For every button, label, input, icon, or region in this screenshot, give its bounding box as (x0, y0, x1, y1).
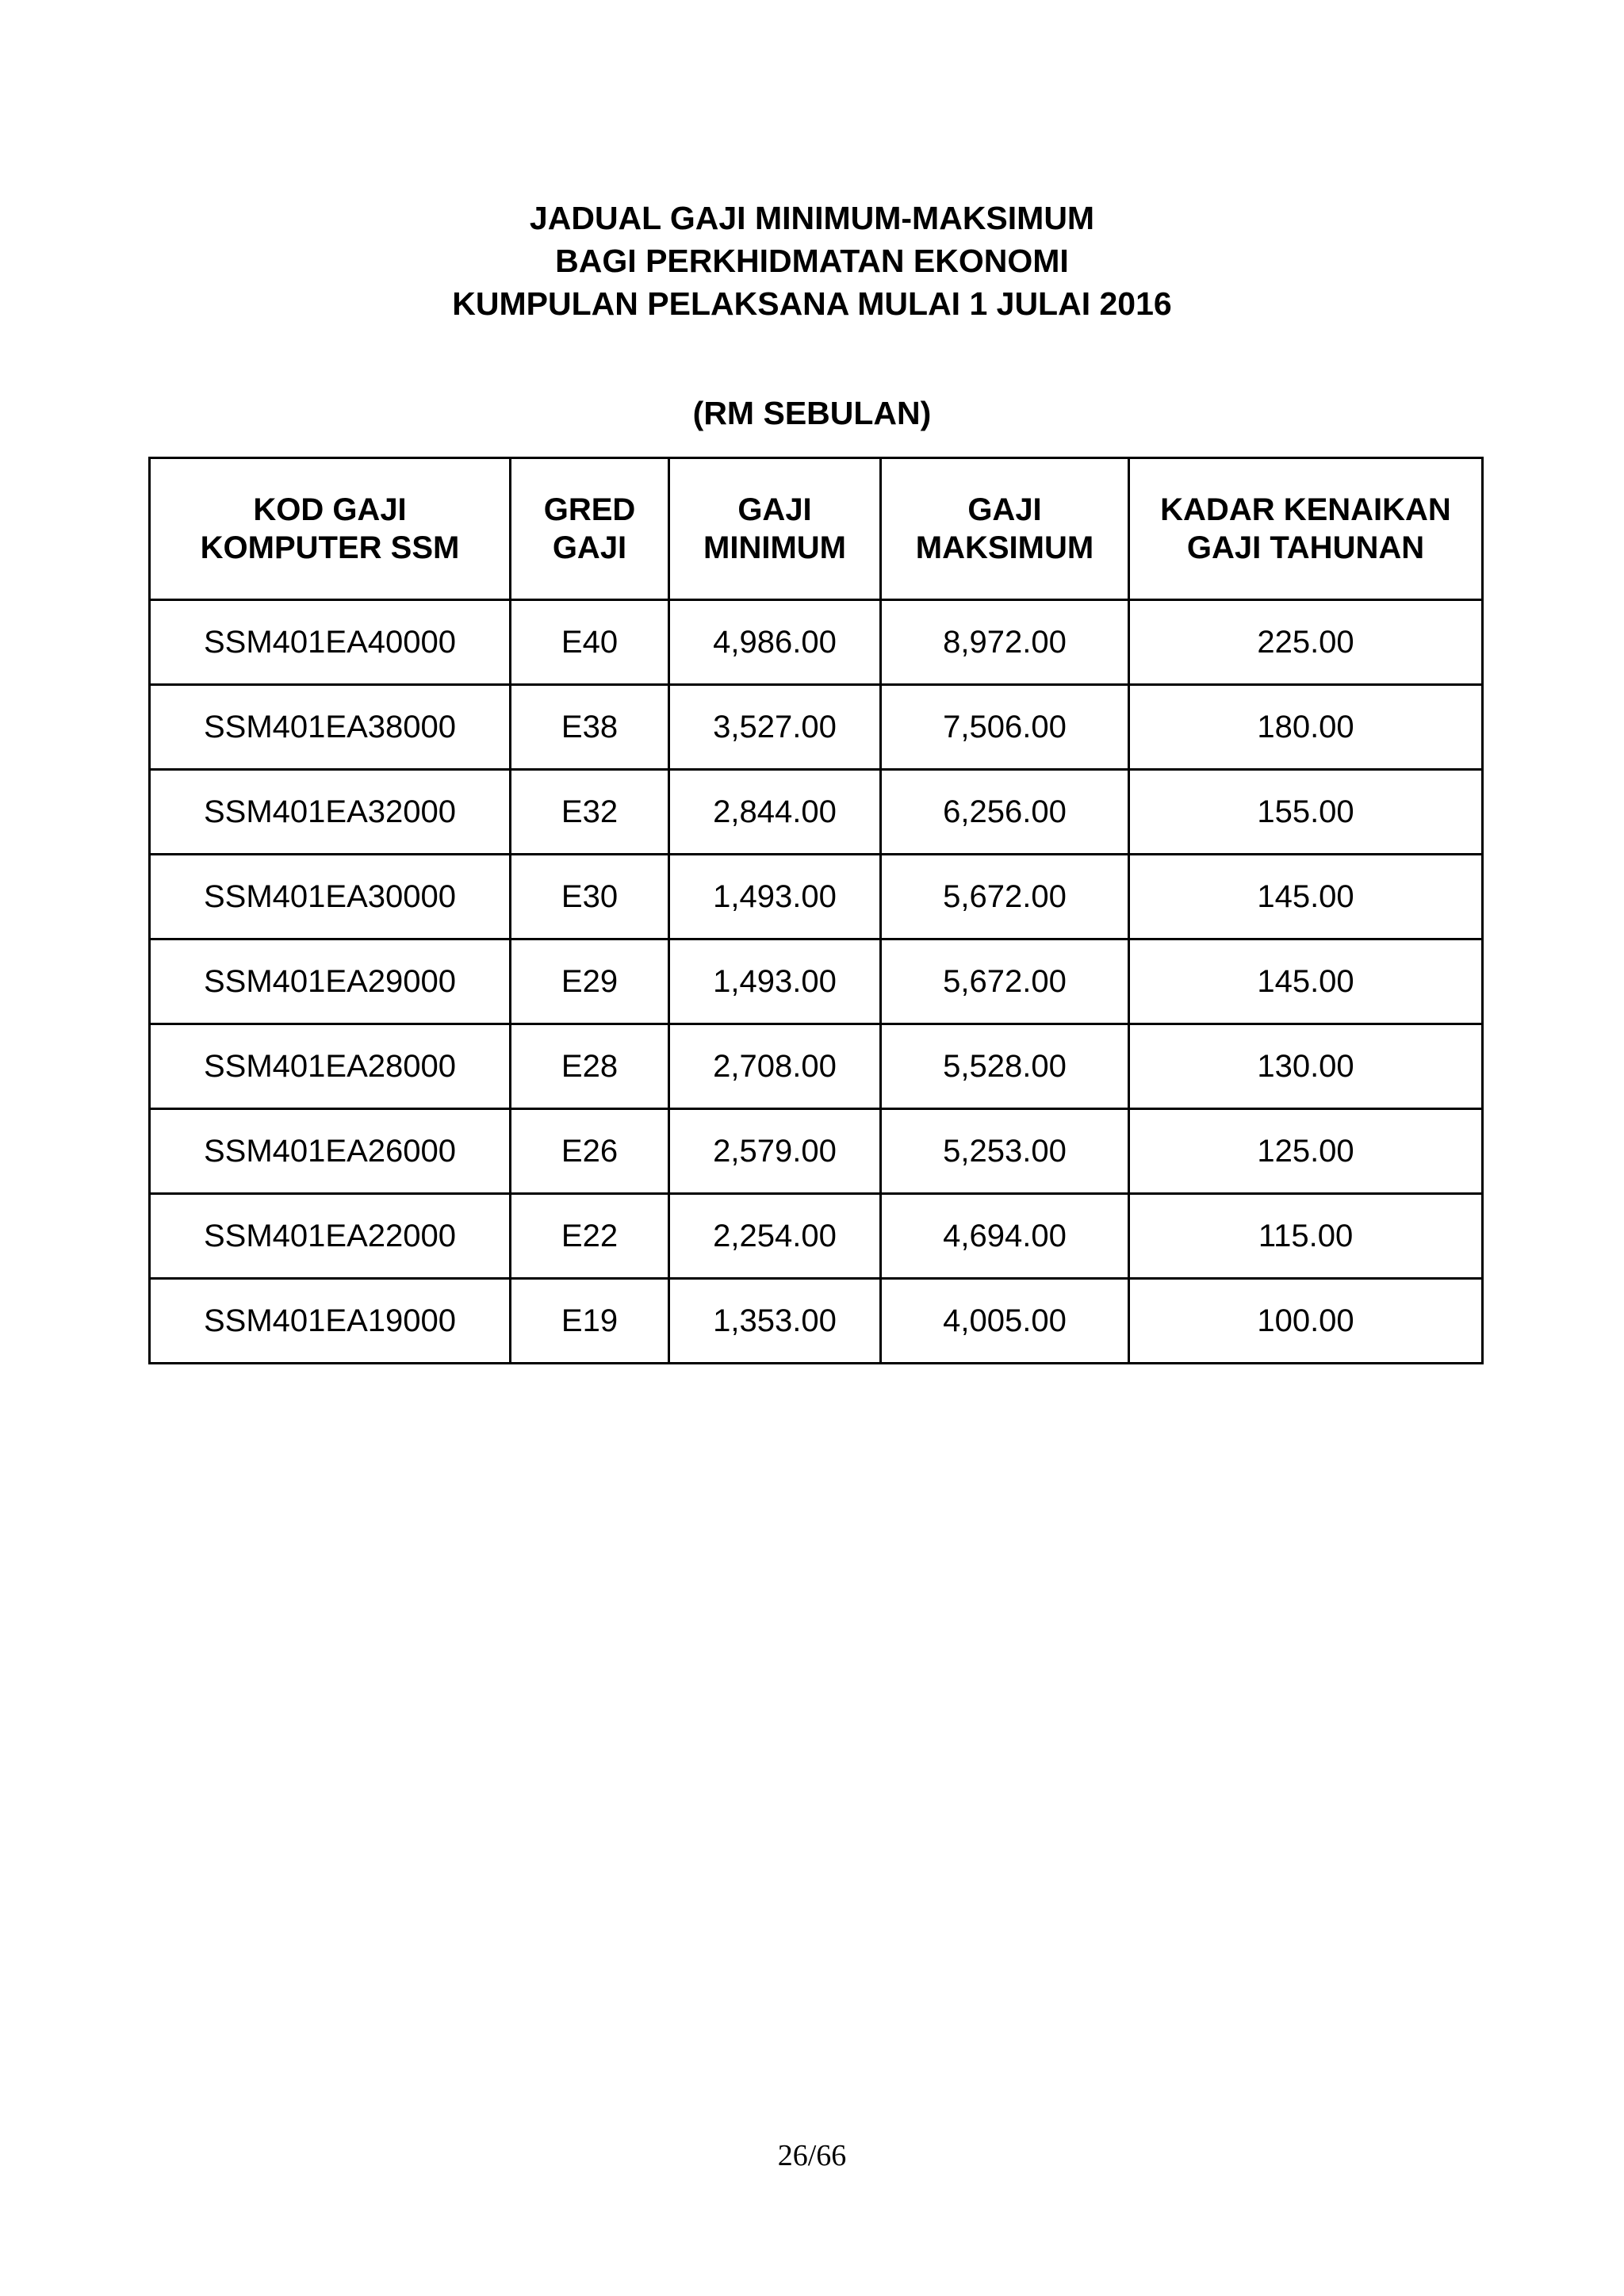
table-row (150, 1109, 1483, 1194)
cell-gred: E32 (511, 770, 669, 855)
table-row (150, 1279, 1483, 1364)
cell-gred: E40 (511, 600, 669, 685)
header-line: KADAR KENAIKAN (1160, 492, 1451, 527)
cell-gaji-maksimum: 5,528.00 (881, 1024, 1129, 1109)
cell-gaji-maksimum: 5,672.00 (881, 855, 1129, 939)
cell-gaji-maksimum: 4,694.00 (881, 1194, 1129, 1279)
cell-kod-gaji: SSM401EA22000 (150, 1194, 511, 1279)
title-line-2: BAGI PERKHIDMATAN EKONOMI (555, 243, 1069, 279)
cell-kadar-kenaikan: 130.00 (1129, 1024, 1483, 1109)
cell-kadar-kenaikan: 125.00 (1129, 1109, 1483, 1194)
cell-gred: E38 (511, 685, 669, 770)
cell-gaji-minimum: 2,708.00 (669, 1024, 881, 1109)
cell-gaji-maksimum: 8,972.00 (881, 600, 1129, 685)
header-line: GAJI (552, 530, 627, 565)
cell-gaji-minimum: 1,353.00 (669, 1279, 881, 1364)
cell-gred: E19 (511, 1279, 669, 1364)
cell-kod-gaji: SSM401EA28000 (150, 1024, 511, 1109)
table-header-row (150, 458, 1483, 600)
header-line: GAJI (967, 492, 1042, 527)
cell-gred: E30 (511, 855, 669, 939)
header-line: KOMPUTER SSM (200, 530, 460, 565)
table-row (150, 1194, 1483, 1279)
cell-gred: E26 (511, 1109, 669, 1194)
cell-kadar-kenaikan: 180.00 (1129, 685, 1483, 770)
cell-gaji-minimum: 2,844.00 (669, 770, 881, 855)
cell-gaji-maksimum: 6,256.00 (881, 770, 1129, 855)
header-gaji-minimum (669, 458, 881, 600)
table-row (150, 1024, 1483, 1109)
cell-kadar-kenaikan: 145.00 (1129, 855, 1483, 939)
salary-table (148, 457, 1484, 1364)
title-line-1: JADUAL GAJI MINIMUM-MAKSIMUM (529, 200, 1095, 236)
cell-kadar-kenaikan: 115.00 (1129, 1194, 1483, 1279)
cell-gred: E29 (511, 939, 669, 1024)
header-kod-gaji (150, 458, 511, 600)
cell-kadar-kenaikan: 145.00 (1129, 939, 1483, 1024)
cell-gaji-minimum: 1,493.00 (669, 939, 881, 1024)
cell-kod-gaji: SSM401EA26000 (150, 1109, 511, 1194)
cell-gaji-maksimum: 5,253.00 (881, 1109, 1129, 1194)
cell-gred: E22 (511, 1194, 669, 1279)
cell-kod-gaji: SSM401EA30000 (150, 855, 511, 939)
cell-gaji-maksimum: 5,672.00 (881, 939, 1129, 1024)
header-line: KOD GAJI (253, 492, 407, 527)
header-line: MAKSIMUM (915, 530, 1094, 565)
cell-kadar-kenaikan: 225.00 (1129, 600, 1483, 685)
header-line: GAJI (737, 492, 812, 527)
cell-gaji-maksimum: 7,506.00 (881, 685, 1129, 770)
cell-gaji-minimum: 1,493.00 (669, 855, 881, 939)
table-row (150, 770, 1483, 855)
cell-kod-gaji: SSM401EA40000 (150, 600, 511, 685)
cell-gaji-minimum: 2,254.00 (669, 1194, 881, 1279)
cell-gaji-minimum: 4,986.00 (669, 600, 881, 685)
page-number: 26/66 (777, 2139, 847, 2172)
title-line-3: KUMPULAN PELAKSANA MULAI 1 JULAI 2016 (452, 285, 1172, 322)
header-line: GAJI TAHUNAN (1186, 530, 1425, 565)
cell-gaji-maksimum: 4,005.00 (881, 1279, 1129, 1364)
table-row (150, 685, 1483, 770)
header-kadar-kenaikan (1129, 458, 1483, 600)
cell-kod-gaji: SSM401EA38000 (150, 685, 511, 770)
document-title (0, 197, 1624, 325)
cell-kod-gaji: SSM401EA29000 (150, 939, 511, 1024)
cell-kadar-kenaikan: 100.00 (1129, 1279, 1483, 1364)
cell-kod-gaji: SSM401EA32000 (150, 770, 511, 855)
header-gred-gaji (511, 458, 669, 600)
cell-gaji-minimum: 2,579.00 (669, 1109, 881, 1194)
header-line: GRED (543, 492, 636, 527)
table-row (150, 939, 1483, 1024)
header-gaji-maksimum (881, 458, 1129, 600)
table-row (150, 600, 1483, 685)
header-line: MINIMUM (703, 530, 846, 565)
table-row (150, 855, 1483, 939)
cell-gaji-minimum: 3,527.00 (669, 685, 881, 770)
cell-gred: E28 (511, 1024, 669, 1109)
cell-kadar-kenaikan: 155.00 (1129, 770, 1483, 855)
currency-unit-label: (RM SEBULAN) (692, 395, 932, 431)
cell-kod-gaji: SSM401EA19000 (150, 1279, 511, 1364)
